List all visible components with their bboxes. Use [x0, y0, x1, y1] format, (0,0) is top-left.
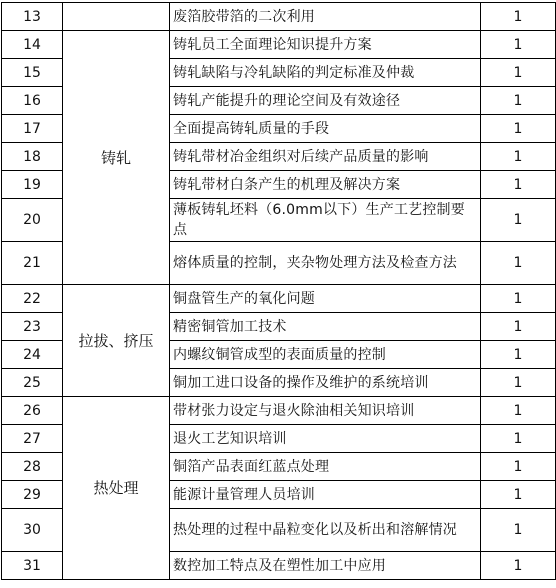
- table-row: [2, 31, 556, 59]
- row-number: 17: [2, 115, 63, 143]
- row-number: 19: [2, 171, 63, 199]
- row-number: 28: [2, 453, 63, 481]
- topic-cell: 铸轧产能提升的理论空间及有效途径: [170, 87, 481, 115]
- count-cell: 1: [481, 509, 556, 552]
- count-cell: 1: [481, 115, 556, 143]
- count-cell: 1: [481, 453, 556, 481]
- topic-cell: 退火工艺知识培训: [170, 425, 481, 453]
- table-row: [2, 397, 556, 425]
- count-cell: 1: [481, 397, 556, 425]
- topic-cell: 内螺纹铜管成型的表面质量的控制: [170, 341, 481, 369]
- topic-cell: 废箔胶带箔的二次利用: [170, 3, 481, 31]
- row-number: 22: [2, 285, 63, 313]
- row-number: 27: [2, 425, 63, 453]
- category-cell: 热处理: [63, 397, 170, 580]
- row-number: 23: [2, 313, 63, 341]
- row-number: 21: [2, 242, 63, 285]
- table-row: [2, 285, 556, 313]
- count-cell: 1: [481, 552, 556, 580]
- row-number: 16: [2, 87, 63, 115]
- topic-cell: 数控加工特点及在塑性加工中应用: [170, 552, 481, 580]
- count-cell: 1: [481, 3, 556, 31]
- topic-cell: 带材张力设定与退火除油相关知识培训: [170, 397, 481, 425]
- row-number: 26: [2, 397, 63, 425]
- topic-cell: 精密铜管加工技术: [170, 313, 481, 341]
- count-cell: 1: [481, 143, 556, 171]
- count-cell: 1: [481, 199, 556, 242]
- count-cell: 1: [481, 369, 556, 397]
- count-cell: 1: [481, 87, 556, 115]
- topic-cell: 铸轧带材白条产生的机理及解决方案: [170, 171, 481, 199]
- row-number: 29: [2, 481, 63, 509]
- table-row: [2, 3, 556, 31]
- row-number: 20: [2, 199, 63, 242]
- row-number: 25: [2, 369, 63, 397]
- topic-cell: 全面提高铸轧质量的手段: [170, 115, 481, 143]
- row-number: 18: [2, 143, 63, 171]
- count-cell: 1: [481, 425, 556, 453]
- topic-cell: 铜加工进口设备的操作及维护的系统培训: [170, 369, 481, 397]
- topic-cell: 熔体质量的控制，夹杂物处理方法及检查方法: [170, 242, 481, 285]
- topic-cell: 热处理的过程中晶粒变化以及析出和溶解情况: [170, 509, 481, 552]
- row-number: 15: [2, 59, 63, 87]
- topic-cell: 铸轧带材冶金组织对后续产品质量的影响: [170, 143, 481, 171]
- count-cell: 1: [481, 285, 556, 313]
- topic-cell: 能源计量管理人员培训: [170, 481, 481, 509]
- topic-cell: 铜箔产品表面红蓝点处理: [170, 453, 481, 481]
- category-cell: 铸轧: [63, 31, 170, 285]
- count-cell: 1: [481, 31, 556, 59]
- category-cell: 拉拔、挤压: [63, 285, 170, 397]
- training-topics-table: [1, 2, 556, 580]
- row-number: 14: [2, 31, 63, 59]
- count-cell: 1: [481, 313, 556, 341]
- count-cell: 1: [481, 242, 556, 285]
- topic-cell: 铸轧缺陷与冷轧缺陷的判定标准及仲裁: [170, 59, 481, 87]
- row-number: 31: [2, 552, 63, 580]
- row-number: 30: [2, 509, 63, 552]
- topic-cell: 薄板铸轧坯料（6.0mm以下）生产工艺控制要点: [170, 199, 481, 242]
- count-cell: 1: [481, 59, 556, 87]
- topic-cell: 铸轧员工全面理论知识提升方案: [170, 31, 481, 59]
- count-cell: 1: [481, 341, 556, 369]
- row-number: 24: [2, 341, 63, 369]
- count-cell: 1: [481, 171, 556, 199]
- count-cell: 1: [481, 481, 556, 509]
- row-number: 13: [2, 3, 63, 31]
- category-cell: [63, 3, 170, 31]
- topic-cell: 铜盘管生产的氧化问题: [170, 285, 481, 313]
